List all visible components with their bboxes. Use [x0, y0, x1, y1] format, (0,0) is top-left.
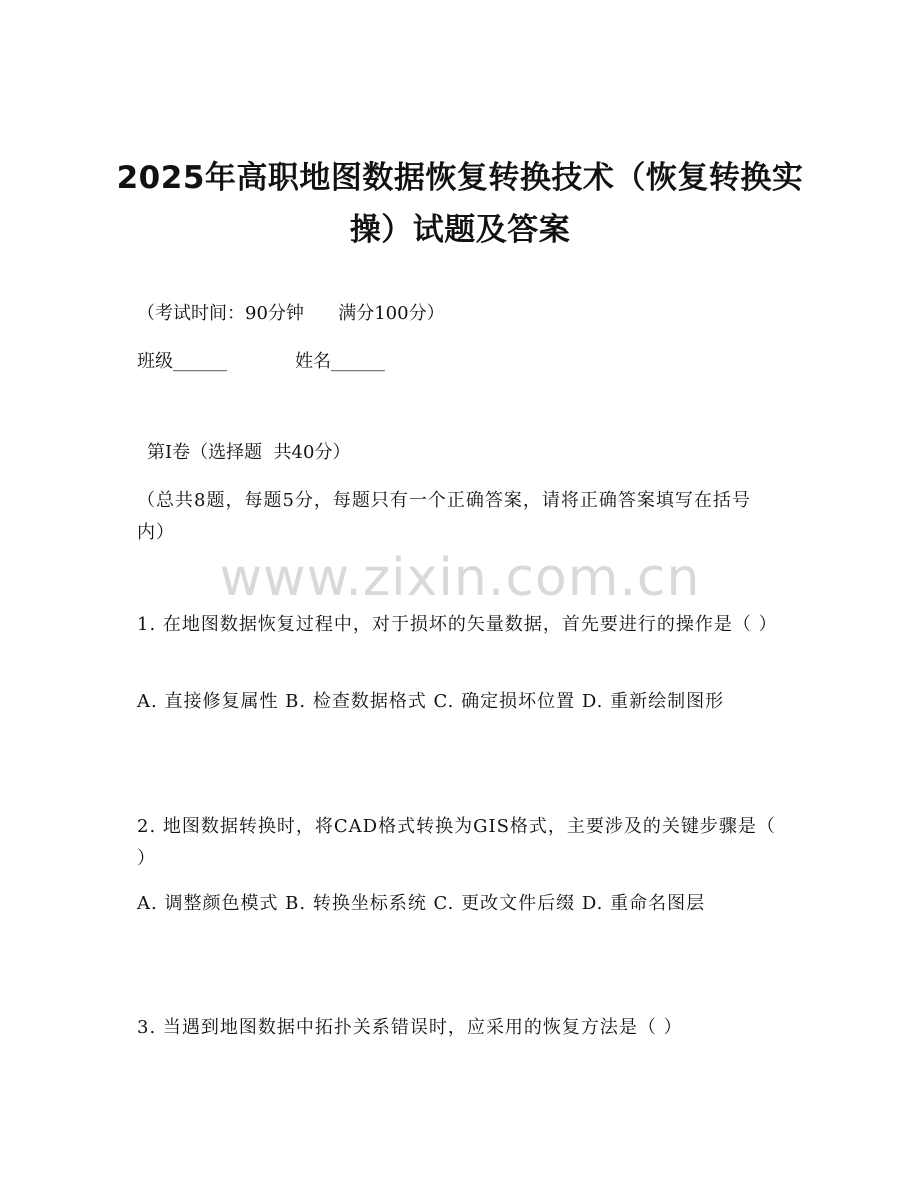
question-1-stem: 1. 在地图数据恢复过程中，对于损坏的矢量数据，首先要进行的操作是（ ）	[137, 614, 778, 635]
watermark: www.zixin.com.cn	[219, 548, 701, 608]
document-title: 2025年高职地图数据恢复转换技术（恢复转换实操）试题及答案	[116, 160, 804, 248]
question-3-stem: 3. 当遇到地图数据中拓扑关系错误时，应采用的恢复方法是（ ）	[137, 1017, 683, 1038]
class-field: 班级______	[137, 351, 227, 372]
exam-info: （考试时间：90分钟 满分100分）	[137, 303, 445, 324]
section-heading: 第Ⅰ卷（选择题 共40分）	[147, 442, 351, 463]
name-field: 姓名______	[295, 351, 385, 372]
question-2-stem: 2. 地图数据转换时，将CAD格式转换为GIS格式，主要涉及的关键步骤是（ ）	[137, 816, 776, 869]
question-1-options: A. 直接修复属性 B. 检查数据格式 C. 确定损坏位置 D. 重新绘制图形	[137, 691, 725, 712]
section-instructions: （总共8题，每题5分，每题只有一个正确答案，请将正确答案填写在括号内）	[137, 490, 751, 543]
question-2-options: A. 调整颜色模式 B. 转换坐标系统 C. 更改文件后缀 D. 重命名图层	[137, 893, 706, 914]
